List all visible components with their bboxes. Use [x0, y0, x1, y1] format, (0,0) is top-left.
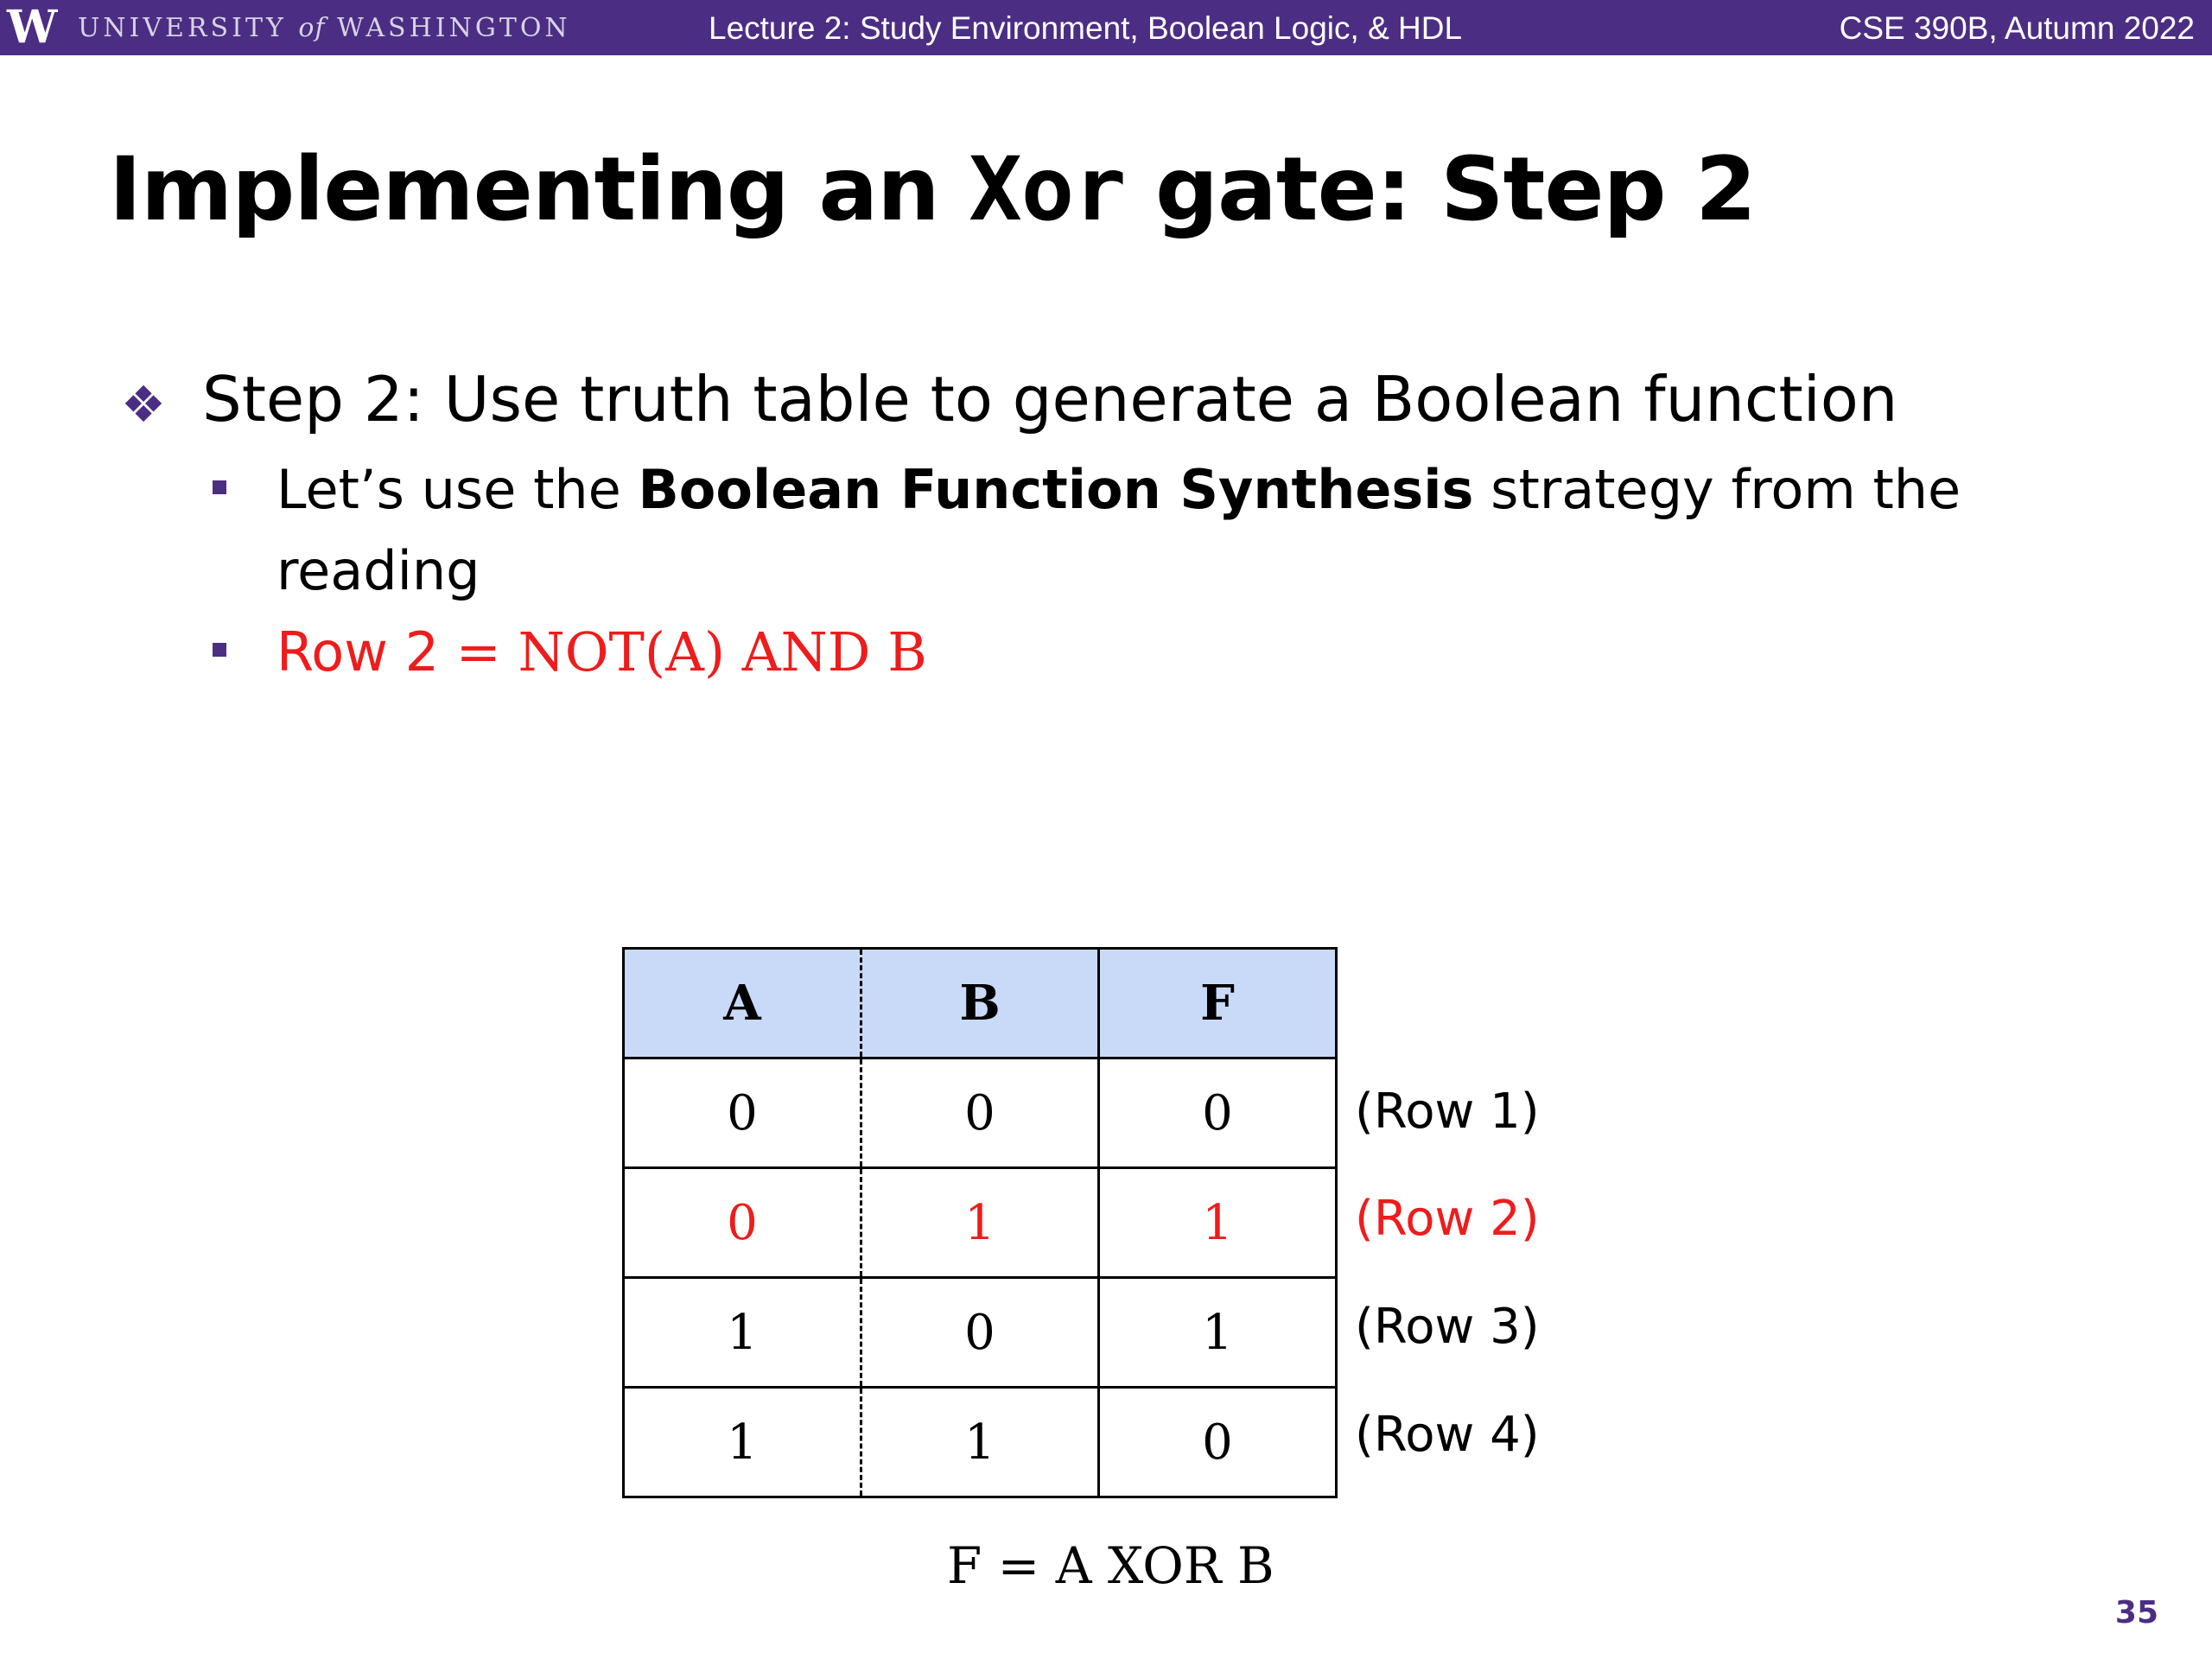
title-before: Implementing an — [109, 138, 969, 241]
header-b: B — [861, 949, 1099, 1058]
table-row — [624, 1278, 1337, 1388]
page-number: 35 — [2114, 1595, 2158, 1630]
main-bullet-text: Step 2: Use truth table to generate a Boolean function — [202, 363, 1898, 435]
cell-b: 0 — [861, 1278, 1099, 1388]
course-name: CSE 390B, Autumn 2022 — [1839, 10, 2195, 46]
lecture-title: Lecture 2: Study Environment, Boolean Logic, & HDL — [709, 10, 1463, 46]
header-f: F — [1099, 949, 1337, 1058]
slide-header-bar — [0, 0, 2212, 55]
truth-table — [622, 947, 1338, 1498]
row-label-3: (Row 3) — [1355, 1299, 1540, 1355]
row-label-1: (Row 1) — [1355, 1084, 1540, 1140]
wordmark-part1: UNIVERSITY — [78, 13, 287, 43]
title-code: Xor — [969, 138, 1126, 241]
cell-b: 1 — [861, 1168, 1099, 1278]
square-bullet-icon — [213, 643, 226, 657]
sub1-before: Let’s use the — [276, 458, 639, 521]
university-wordmark — [78, 0, 571, 55]
wordmark-of: of — [298, 13, 326, 43]
truth-table-header-row — [624, 949, 1337, 1058]
cell-a: 1 — [624, 1388, 861, 1497]
table-row-highlighted — [624, 1168, 1337, 1278]
cell-b: 1 — [861, 1388, 1099, 1497]
cell-f: 1 — [1099, 1278, 1337, 1388]
sub1-bold: Boolean Function Synthesis — [638, 458, 1474, 521]
cell-a: 1 — [624, 1278, 861, 1388]
header-a: A — [624, 949, 861, 1058]
slide-title — [109, 138, 1756, 241]
sub2-row: Row 2 — [276, 620, 440, 683]
cell-a: 0 — [624, 1168, 861, 1278]
row-label-4: (Row 4) — [1355, 1407, 1540, 1463]
row-label-2: (Row 2) — [1355, 1191, 1540, 1247]
xor-equation: F = A XOR B — [947, 1536, 1274, 1595]
sub2-formula: = NOT(A) AND B — [439, 620, 927, 683]
table-row — [624, 1388, 1337, 1497]
uw-logo-w: W — [7, 1, 58, 54]
cell-f: 0 — [1099, 1388, 1337, 1497]
sub1-after: strategy from the reading — [276, 458, 1961, 602]
title-after: gate: Step 2 — [1125, 138, 1757, 241]
sub-bullet-1-text — [276, 449, 1970, 612]
cell-b: 0 — [861, 1058, 1099, 1168]
square-bullet-icon — [213, 480, 226, 494]
table-row — [624, 1058, 1337, 1168]
cell-f: 1 — [1099, 1168, 1337, 1278]
wordmark-part2: WASHINGTON — [337, 13, 571, 43]
sub-bullet-2-text — [276, 612, 1970, 693]
cell-f: 0 — [1099, 1058, 1337, 1168]
cell-a: 0 — [624, 1058, 861, 1168]
diamond-bullet-icon: ❖ — [121, 375, 166, 434]
